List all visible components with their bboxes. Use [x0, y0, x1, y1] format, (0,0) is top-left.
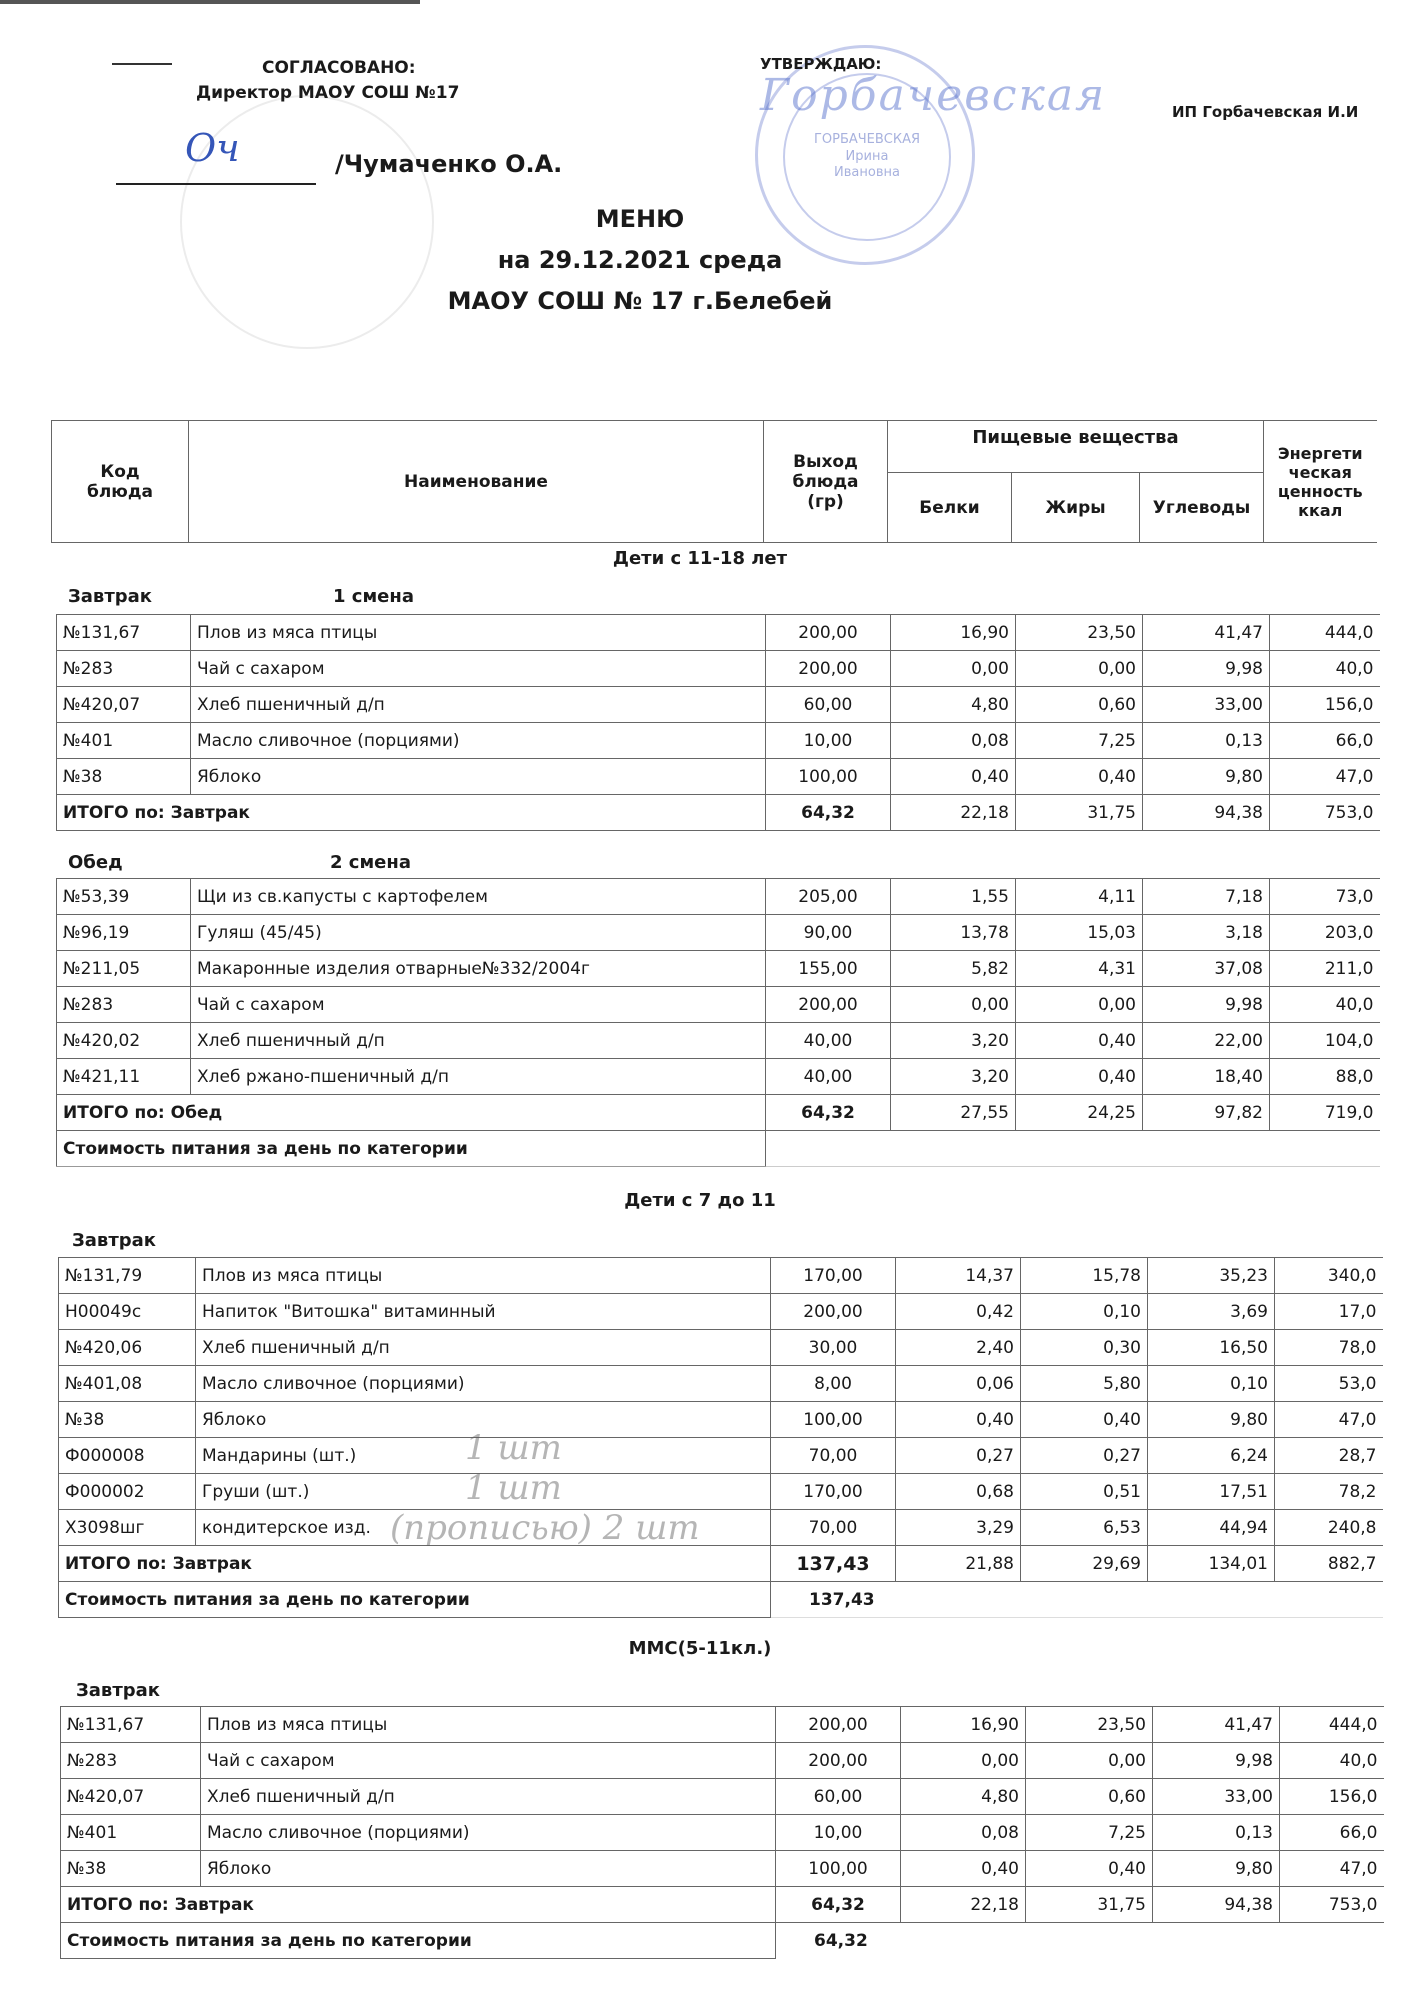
table-row: №283 Чай с сахаром 200,00 0,00 0,00 9,98 40,0 — [61, 1743, 1384, 1779]
col-nutrients: Пищевые вещества — [888, 421, 1264, 473]
table-row: №96,19 Гуляш (45/45) 90,00 13,78 15,03 3,18 203,0 — [57, 915, 1380, 951]
category-heading: Дети с 7 до 11 — [624, 1190, 776, 1211]
confirm-label: УТВЕРЖДАЮ: — [760, 55, 882, 73]
director-signature: Оч — [185, 126, 240, 170]
menu-date: на 29.12.2021 среда — [497, 246, 783, 274]
stamp-line: Ивановна — [834, 165, 900, 181]
meal-label: Завтрак — [68, 586, 153, 607]
table-row: №283 Чай с сахаром 200,00 0,00 0,00 9,98 40,0 — [57, 987, 1380, 1023]
table-row: №38 Яблоко 100,00 0,40 0,40 9,80 47,0 — [59, 1402, 1383, 1438]
table-row: №53,39 Щи из св.капусты с картофелем 205,00 1,55 4,11 7,18 73,0 — [57, 879, 1380, 915]
signature-line — [116, 183, 316, 185]
approved-label: СОГЛАСОВАНО: — [262, 58, 416, 78]
menu-table-breakfast-7-11 — [58, 1257, 1383, 1618]
table-row: №420,06 Хлеб пшеничный д/п 30,00 2,40 0,30 16,50 78,0 — [59, 1330, 1383, 1366]
director-name: /Чумаченко О.А. — [335, 150, 563, 178]
menu-table-lunch-11-18 — [56, 878, 1380, 1167]
meal-label: Обед — [68, 852, 123, 873]
table-row: №421,11 Хлеб ржано-пшеничный д/п 40,00 3,20 0,40 18,40 88,0 — [57, 1059, 1380, 1095]
col-energy: Энергети ческая ценность ккал — [1264, 421, 1377, 543]
shift-label: 2 смена — [330, 852, 411, 873]
table-row: №283 Чай с сахаром 200,00 0,00 0,00 9,98 40,0 — [57, 651, 1380, 687]
director-position: Директор МАОУ СОШ №17 — [196, 83, 460, 103]
col-code: Код блюда — [52, 421, 189, 543]
table-row: №38 Яблоко 100,00 0,40 0,40 9,80 47,0 — [61, 1851, 1384, 1887]
table-row: №420,02 Хлеб пшеничный д/п 40,00 3,20 0,40 22,00 104,0 — [57, 1023, 1380, 1059]
cost-row: Стоимость питания за день по категории 64,32 — [61, 1923, 1384, 1959]
school-name: МАОУ СОШ № 17 г.Белебей — [447, 287, 833, 315]
col-yield: Выход блюда (гр) — [764, 421, 888, 543]
decorative-dash — [112, 63, 172, 65]
table-row: №131,67 Плов из мяса птицы 200,00 16,90 23,50 41,47 444,0 — [61, 1707, 1384, 1743]
table-row: №401 Масло сливочное (порциями) 10,00 0,08 7,25 0,13 66,0 — [57, 723, 1380, 759]
stamp-line: ГОРБАЧЕВСКАЯ — [813, 131, 921, 147]
table-row: Ф000002 Груши (шт.) 170,00 0,68 0,51 17,51 78,2 — [59, 1474, 1383, 1510]
meal-label: Завтрак — [76, 1680, 161, 1701]
col-name: Наименование — [189, 421, 764, 543]
table-row: Х3098шг кондитерское изд. 70,00 3,29 6,53 44,94 240,8 — [59, 1510, 1383, 1546]
cost-row: Стоимость питания за день по категории — [57, 1131, 1380, 1167]
scan-edge — [0, 0, 420, 4]
page-title: МЕНЮ — [595, 205, 685, 233]
total-row: ИТОГО по: Обед 64,32 27,55 24,25 97,82 719,0 — [57, 1095, 1380, 1131]
col-proteins: Белки — [888, 473, 1012, 543]
stamp-line: Ирина — [845, 148, 889, 164]
total-row: ИТОГО по: Завтрак 64,32 22,18 31,75 94,38 753,0 — [57, 795, 1380, 831]
table-row: №420,07 Хлеб пшеничный д/п 60,00 4,80 0,60 33,00 156,0 — [57, 687, 1380, 723]
table-row: №401 Масло сливочное (порциями) 10,00 0,08 7,25 0,13 66,0 — [61, 1815, 1384, 1851]
table-row: №131,67 Плов из мяса птицы 200,00 16,90 23,50 41,47 444,0 — [57, 615, 1380, 651]
entrepreneur-signature: Горбачевская — [760, 70, 1107, 121]
table-row: Н00049с Напиток "Витошка" витаминный 200,00 0,42 0,10 3,69 17,0 — [59, 1294, 1383, 1330]
menu-table-header — [51, 420, 1377, 543]
menu-table-breakfast-mms — [60, 1706, 1384, 1959]
meal-label: Завтрак — [72, 1230, 157, 1251]
col-carbs: Углеводы — [1140, 473, 1264, 543]
menu-table-breakfast-11-18 — [56, 614, 1380, 831]
total-row: ИТОГО по: Завтрак 64,32 22,18 31,75 94,38 753,0 — [61, 1887, 1384, 1923]
total-row: ИТОГО по: Завтрак 137,43 21,88 29,69 134,01 882,7 — [59, 1546, 1383, 1582]
shift-label: 1 смена — [333, 586, 414, 607]
handwritten-note: 1 шт 1 шт (прописью) 2 шт — [390, 1428, 700, 1548]
table-row: №131,79 Плов из мяса птицы 170,00 14,37 15,78 35,23 340,0 — [59, 1258, 1383, 1294]
table-row: Ф000008 Мандарины (шт.) 70,00 0,27 0,27 6,24 28,7 — [59, 1438, 1383, 1474]
category-heading: Дети с 11-18 лет — [612, 548, 788, 569]
table-row: №38 Яблоко 100,00 0,40 0,40 9,80 47,0 — [57, 759, 1380, 795]
cost-row: Стоимость питания за день по категории 137,43 — [59, 1582, 1383, 1618]
col-fats: Жиры — [1012, 473, 1140, 543]
entrepreneur-name: ИП Горбачевская И.И — [1172, 103, 1359, 121]
category-heading: ММС(5-11кл.) — [628, 1638, 772, 1659]
table-row: №211,05 Макаронные изделия отварные№332/2004г 155,00 5,82 4,31 37,08 211,0 — [57, 951, 1380, 987]
table-row: №420,07 Хлеб пшеничный д/п 60,00 4,80 0,60 33,00 156,0 — [61, 1779, 1384, 1815]
table-row: №401,08 Масло сливочное (порциями) 8,00 0,06 5,80 0,10 53,0 — [59, 1366, 1383, 1402]
